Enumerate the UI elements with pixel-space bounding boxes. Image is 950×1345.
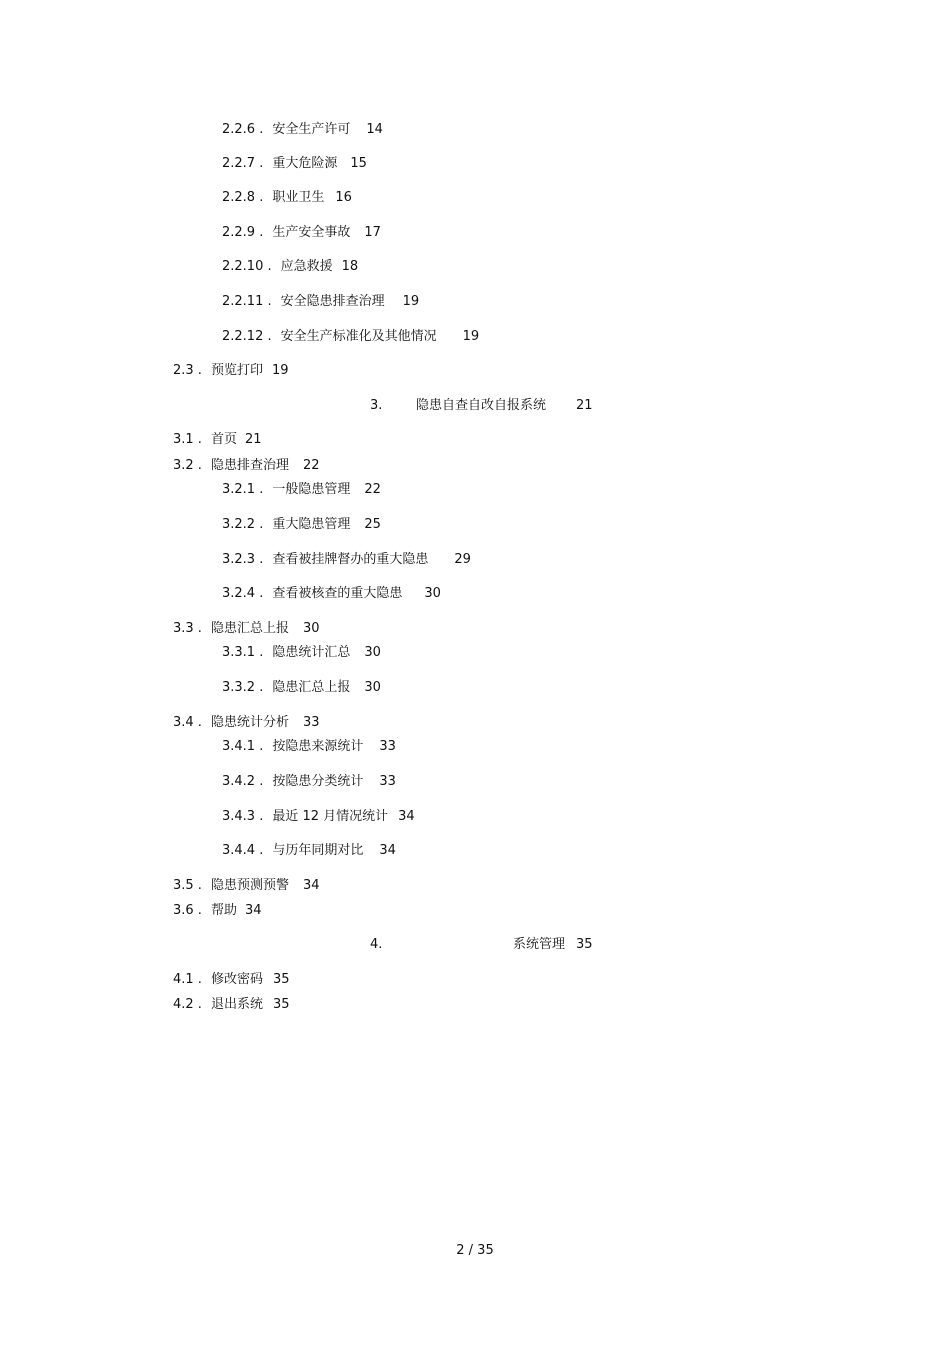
toc-entry[interactable]	[222, 774, 396, 790]
toc-entry[interactable]	[222, 517, 381, 533]
toc-entry[interactable]	[222, 680, 381, 696]
toc-page: 34	[379, 843, 396, 858]
toc-title: 查看被核查的重大隐患	[272, 586, 403, 601]
toc-title: 系统管理	[513, 937, 566, 952]
toc-page: 22	[364, 482, 381, 497]
toc-entry[interactable]	[173, 432, 262, 448]
toc-title: 隐患预测预警	[210, 878, 289, 893]
toc-page: 19	[271, 363, 289, 378]
toc-entry[interactable]	[222, 645, 381, 661]
toc-page: 21	[244, 432, 262, 447]
toc-page: 21	[576, 398, 593, 413]
toc-number: 2.2.7 .	[222, 156, 264, 171]
toc-title: 按隐患来源统计	[272, 739, 364, 754]
toc-number: 2.3 .	[173, 363, 202, 378]
toc-number: 2.2.6 .	[222, 122, 264, 137]
toc-title: 隐患统计汇总	[272, 645, 351, 660]
toc-title: 隐患汇总上报	[272, 680, 351, 695]
toc-page: 33	[379, 739, 396, 754]
toc-entry[interactable]	[222, 843, 396, 859]
toc-number: 2.2.11 .	[222, 294, 272, 309]
toc-page: 14	[366, 122, 383, 137]
toc-page: 22	[302, 458, 320, 473]
toc-title: 安全隐患排查治理	[280, 294, 385, 309]
toc-entry[interactable]	[173, 621, 320, 637]
toc-entry[interactable]	[173, 715, 320, 731]
toc-title: 帮助	[210, 903, 237, 918]
toc-page: 29	[454, 552, 471, 567]
toc-page: 30	[364, 645, 381, 660]
toc-title: 修改密码	[210, 972, 263, 987]
toc-entry[interactable]	[222, 329, 479, 345]
toc-title: 职业卫生	[272, 190, 325, 205]
toc-entry[interactable]	[222, 809, 415, 825]
toc-number: 3.6 .	[173, 903, 202, 918]
toc-title: 按隐患分类统计	[272, 774, 364, 789]
toc-page: 34	[302, 878, 320, 893]
toc-page: 19	[402, 294, 420, 309]
toc-page: 33	[379, 774, 396, 789]
toc-entry[interactable]	[222, 259, 358, 275]
toc-number: 4.1 .	[173, 972, 202, 987]
toc-number: 3.4.3 .	[222, 809, 264, 824]
toc-page: 18	[341, 259, 359, 274]
toc-number: 3.2 .	[173, 458, 202, 473]
toc-title: 安全生产标准化及其他情况	[280, 329, 437, 344]
toc-page: 17	[364, 225, 381, 240]
toc-entry[interactable]	[173, 878, 320, 894]
toc-page: 35	[272, 997, 290, 1012]
toc-title: 查看被挂牌督办的重大隐患	[272, 552, 429, 567]
toc-page: 25	[364, 517, 381, 532]
toc-title: 重大危险源	[272, 156, 338, 171]
page-indicator: 2 / 35	[456, 1243, 494, 1258]
toc-page: 35	[576, 937, 593, 952]
toc-number: 3.2.2 .	[222, 517, 264, 532]
toc-number: 4.2 .	[173, 997, 202, 1012]
toc-entry[interactable]	[173, 972, 290, 988]
toc-title: 应急救援	[280, 259, 333, 274]
toc-title: 隐患自查自改自报系统	[416, 398, 547, 413]
toc-number: 3.4.1 .	[222, 739, 264, 754]
toc-page: 15	[350, 156, 367, 171]
toc-page: 16	[335, 190, 352, 205]
toc-number: 3.4.4 .	[222, 843, 264, 858]
toc-title: 预览打印	[210, 363, 263, 378]
toc-title: 隐患汇总上报	[210, 621, 289, 636]
toc-title: 重大隐患管理	[272, 517, 351, 532]
toc-entry[interactable]	[173, 903, 262, 919]
toc-number: 3.	[370, 398, 383, 413]
toc-number: 2.2.9 .	[222, 225, 264, 240]
toc-entry[interactable]	[222, 156, 367, 172]
toc-number: 2.2.8 .	[222, 190, 264, 205]
toc-number: 3.2.4 .	[222, 586, 264, 601]
toc-entry[interactable]	[173, 997, 290, 1013]
toc-number: 2.2.12 .	[222, 329, 272, 344]
toc-page: 34	[244, 903, 262, 918]
toc-entry[interactable]	[222, 294, 419, 310]
toc-page: 33	[302, 715, 320, 730]
toc-entry[interactable]	[173, 458, 320, 474]
toc-title: 退出系统	[210, 997, 263, 1012]
toc-number: 3.5 .	[173, 878, 202, 893]
toc-entry[interactable]	[222, 482, 381, 498]
toc-entry[interactable]	[222, 739, 396, 755]
toc-page: 19	[462, 329, 480, 344]
toc-entry[interactable]	[222, 586, 441, 602]
toc-title: 生产安全事故	[272, 225, 351, 240]
toc-number: 2.2.10 .	[222, 259, 272, 274]
toc-title: 首页	[210, 432, 237, 447]
toc-number: 4.	[370, 937, 383, 952]
toc-page: 30	[424, 586, 441, 601]
toc-title: 安全生产许可	[272, 122, 351, 137]
toc-number: 3.3.1 .	[222, 645, 264, 660]
toc-title: 隐患统计分析	[210, 715, 289, 730]
toc-entry[interactable]	[173, 363, 289, 379]
toc-page: 35	[272, 972, 290, 987]
toc-title: 最近 12 月情况统计	[272, 809, 389, 824]
toc-entry[interactable]	[222, 190, 352, 206]
toc-number: 3.3.2 .	[222, 680, 264, 695]
toc-page: 30	[364, 680, 381, 695]
toc-number: 3.3 .	[173, 621, 202, 636]
toc-number: 3.2.3 .	[222, 552, 264, 567]
toc-number: 3.4.2 .	[222, 774, 264, 789]
toc-number: 3.1 .	[173, 432, 202, 447]
toc-entry[interactable]	[222, 552, 471, 568]
toc-entry[interactable]	[222, 225, 381, 241]
toc-title: 与历年同期对比	[272, 843, 364, 858]
toc-title: 隐患排查治理	[210, 458, 289, 473]
toc-number: 3.4 .	[173, 715, 202, 730]
toc-number: 3.2.1 .	[222, 482, 264, 497]
toc-entry[interactable]	[222, 122, 383, 138]
toc-title: 一般隐患管理	[272, 482, 351, 497]
toc-page: 34	[398, 809, 415, 824]
toc-page: 30	[302, 621, 320, 636]
